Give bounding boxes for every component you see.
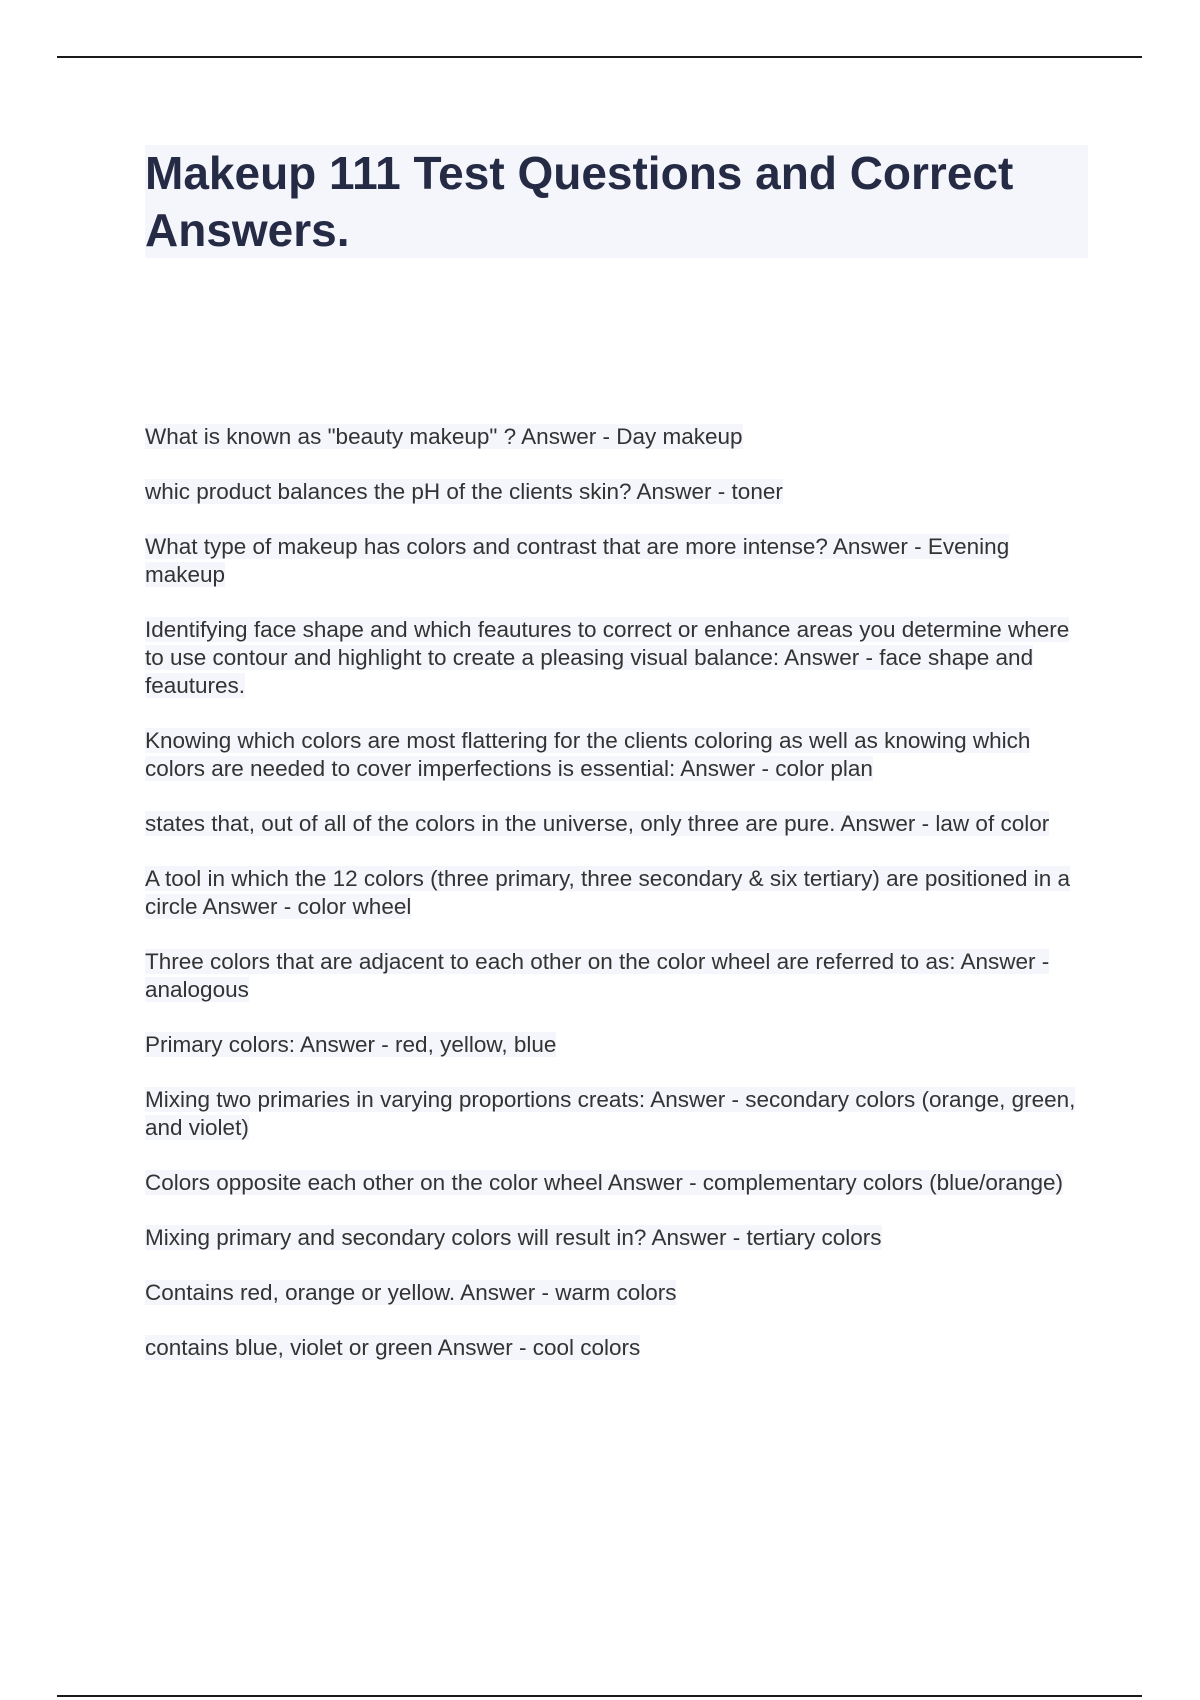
qa-text: Identifying face shape and which feautures to correct or enhance areas you determine where to use contour and highlight to create a pleasing visual balance: Answer - face shape and feautures. [145,617,1070,698]
qa-text: Contains red, orange or yellow. Answer - warm colors [145,1280,677,1305]
qa-item [145,1086,1090,1142]
page-title: Makeup 111 Test Questions and Correct Answers. [145,147,1014,256]
qa-list [145,423,1090,1389]
qa-text: Three colors that are adjacent to each other on the color wheel are referred to as: Answer - analogous [145,949,1050,1002]
top-rule [57,56,1142,58]
qa-text: Mixing two primaries in varying proportions creats: Answer - secondary colors (orange, green, and violet) [145,1087,1076,1140]
bottom-rule [57,1695,1142,1697]
qa-text: contains blue, violet or green Answer - cool colors [145,1335,641,1360]
qa-item [145,1169,1090,1197]
qa-text: states that, out of all of the colors in the universe, only three are pure. Answer - law of color [145,811,1050,836]
qa-item [145,423,1090,451]
qa-item [145,727,1090,783]
qa-item [145,948,1090,1004]
qa-item [145,533,1090,589]
qa-text: What type of makeup has colors and contrast that are more intense? Answer - Evening makeup [145,534,1010,587]
qa-text: whic product balances the pH of the clients skin? Answer - toner [145,479,783,504]
qa-item [145,1279,1090,1307]
title-block [145,145,1088,258]
qa-text: Primary colors: Answer - red, yellow, blue [145,1032,557,1057]
qa-item [145,616,1090,700]
qa-text: What is known as "beauty makeup" ? Answer - Day makeup [145,424,743,449]
qa-item [145,1334,1090,1362]
qa-text: A tool in which the 12 colors (three primary, three secondary & six tertiary) are positioned in a circle Answer - color wheel [145,866,1071,919]
qa-item [145,865,1090,921]
qa-item [145,1031,1090,1059]
qa-text: Mixing primary and secondary colors will result in? Answer - tertiary colors [145,1225,882,1250]
qa-item [145,1224,1090,1252]
qa-item [145,810,1090,838]
qa-text: Knowing which colors are most flattering for the clients coloring as well as knowing which colors are needed to cover imperfections is essential: Answer - color plan [145,728,1031,781]
qa-item [145,478,1090,506]
qa-text: Colors opposite each other on the color wheel Answer - complementary colors (blue/orange) [145,1170,1063,1195]
